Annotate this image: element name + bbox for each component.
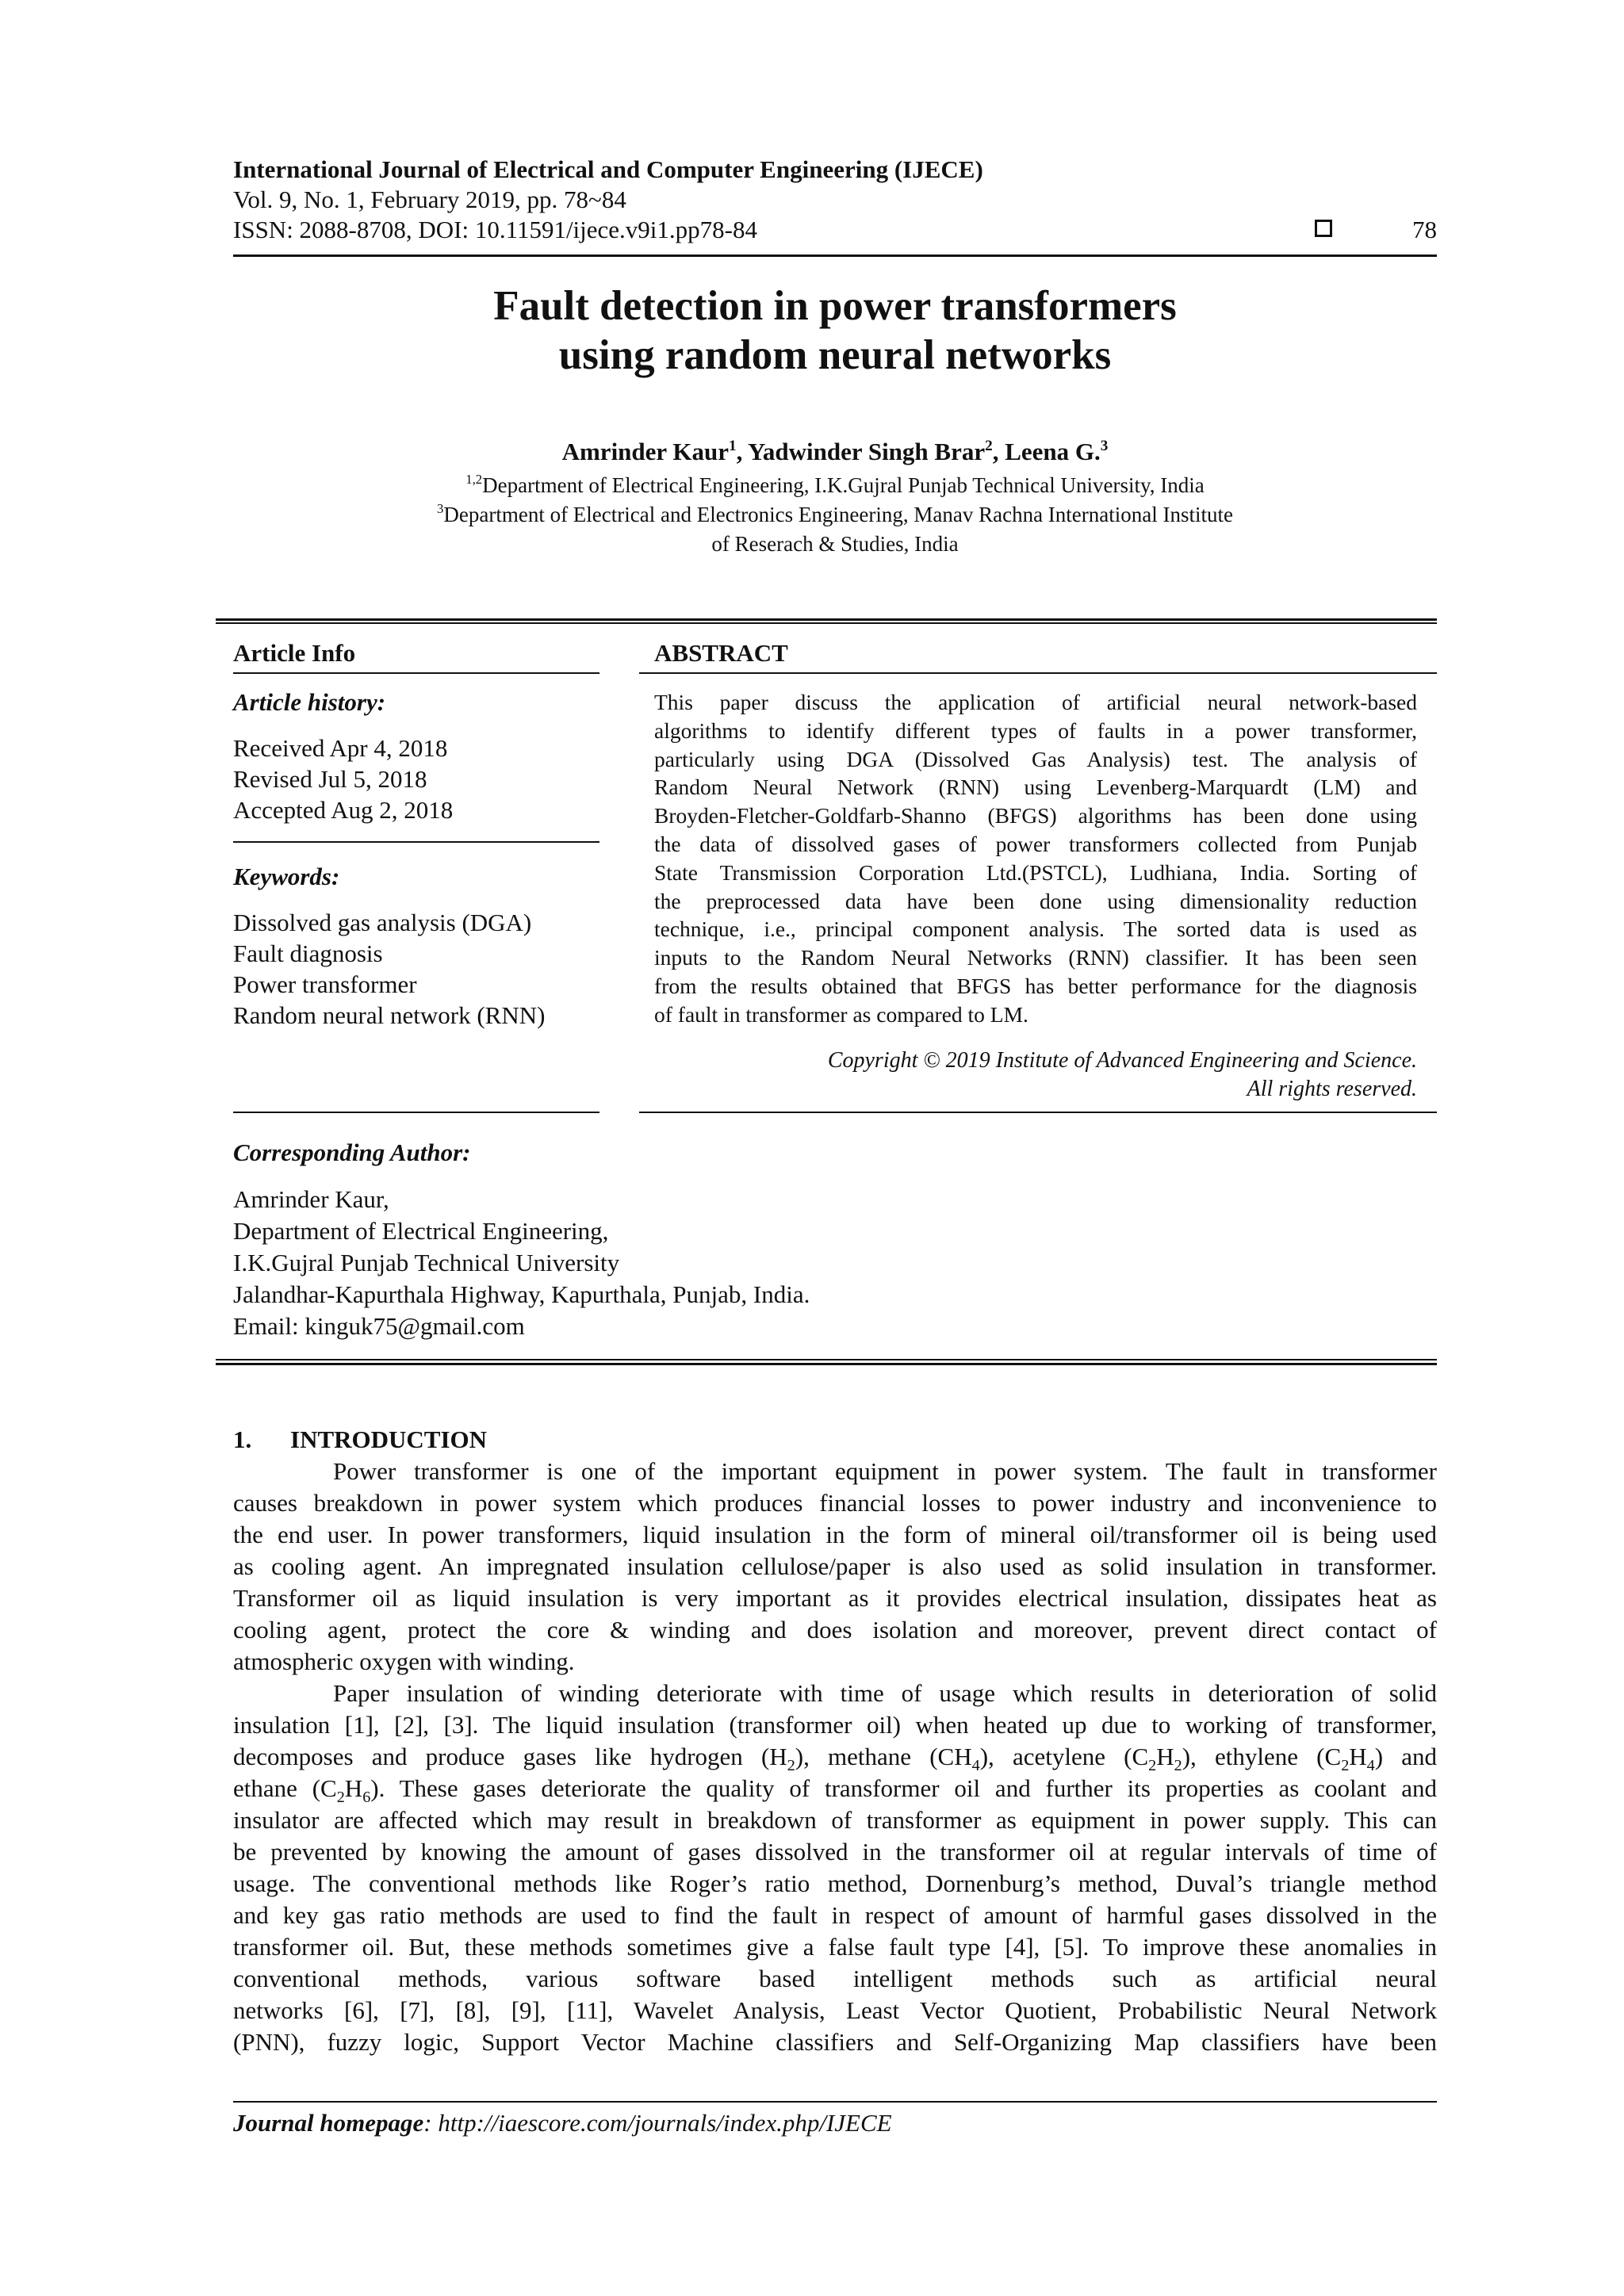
body-line: Transformer oil as liquid insulation is very important as it provides electrical insulation, dissipates heat as — [233, 1584, 1437, 1612]
keywords-rule — [233, 1112, 599, 1113]
body-line-chemistry — [233, 1743, 1438, 1775]
journal-name: International Journal of Electrical and Computer Engineering (IJECE) — [233, 155, 983, 183]
body-line: the end user. In power transformers, liquid insulation in the form of mineral oil/transformer oil is being used — [233, 1521, 1437, 1548]
body-line: be prevented by knowing the amount of gases dissolved in the transformer oil at regular intervals of time of — [233, 1838, 1437, 1866]
text-run: ). These gases deteriorate the quality of transformer oil and further its properties as coolant and — [370, 1774, 1438, 1802]
subscript: 4 — [971, 1757, 980, 1775]
abstract-line: of fault in transformer as compared to LM. — [654, 1001, 1028, 1027]
abstract-line: the data of dissolved gases of power transformers collected from Punjab — [654, 831, 1417, 856]
section-heading — [233, 1425, 487, 1454]
body-line: cooling agent, protect the core & winding and does isolation and moreover, prevent direct contact of — [233, 1616, 1437, 1644]
subscript: 4 — [1366, 1757, 1375, 1775]
section-title: INTRODUCTION — [290, 1425, 488, 1453]
abstract-line: algorithms to identify different types of faults in a power transformer, — [654, 718, 1417, 743]
info-box-bottom-rule — [216, 1359, 1437, 1360]
affiliation-2-sup: 3 — [437, 501, 444, 517]
corresponding-heading: Corresponding Author: — [233, 1138, 471, 1166]
received-date: Received Apr 4, 2018 — [233, 734, 448, 762]
abstract-line: inputs to the Random Neural Networks (RNN) classifier. It has been seen — [654, 945, 1417, 970]
author-1-sup: 1 — [728, 437, 737, 454]
info-box-bottom-rule-2 — [216, 1363, 1437, 1365]
header-rule — [233, 254, 1437, 257]
abstract-line: Broyden-Fletcher-Goldfarb-Shanno (BFGS) algorithms has been done using — [654, 803, 1417, 828]
body-line: (PNN), fuzzy logic, Support Vector Machine classifiers and Self-Organizing Map classifiers have been — [233, 2028, 1437, 2056]
author-2-sup: 2 — [985, 437, 993, 454]
body-line: causes breakdown in power system which produces financial losses to power industry and inconvenience to — [233, 1489, 1437, 1517]
abstract-line: technique, i.e., principal component analysis. The sorted data is used as — [654, 916, 1417, 942]
keyword-item: Dissolved gas analysis (DGA) — [233, 909, 532, 936]
body-line: Power transformer is one of the important equipment in power system. The fault in transformer — [333, 1457, 1437, 1485]
subscript: 2 — [336, 1789, 345, 1807]
body-line: and key gas ratio methods are used to find the fault in respect of amount of harmful gases dissolved in the — [233, 1901, 1437, 1929]
page-number: 78 — [1412, 216, 1437, 243]
article-history-heading: Article history: — [233, 688, 386, 716]
abstract-body — [654, 688, 1417, 1029]
body-line: insulation [1], [2], [3]. The liquid insulation (transformer oil) when heated up due to working of transformer, — [233, 1711, 1437, 1739]
abstract-line: the preprocessed data have been done using dimensionality reduction — [654, 888, 1417, 913]
text-run: ethane (C — [233, 1774, 337, 1802]
affiliation-1-text: Department of Electrical Engineering, I.K.Gujral Punjab Technical University, India — [482, 473, 1205, 497]
author-2: , Yadwinder Singh Brar — [736, 438, 986, 465]
body-line: networks [6], [7], [8], [9], [11], Wavelet Analysis, Least Vector Quotient, Probabilistic Neural Network — [233, 1996, 1437, 2024]
keyword-item: Fault diagnosis — [233, 939, 383, 967]
affiliation-2 — [233, 503, 1437, 527]
affiliation-2-text: Department of Electrical and Electronics Engineering, Manav Rachna International Institute — [443, 503, 1233, 526]
journal-volume: Vol. 9, No. 1, February 2019, pp. 78~84 — [233, 186, 626, 213]
history-rule — [233, 841, 599, 843]
corresponding-line: Jalandhar-Kapurthala Highway, Kapurthala, Punjab, India. — [233, 1280, 810, 1308]
keyword-item: Power transformer — [233, 970, 417, 998]
author-3-sup: 3 — [1100, 437, 1109, 454]
text-run: ), acetylene (C — [979, 1743, 1149, 1770]
abstract-line: This paper discuss the application of artificial neural network-based — [654, 690, 1417, 714]
affiliation-2-cont: of Reserach & Studies, India — [711, 532, 959, 556]
article-info-rule — [233, 672, 599, 674]
revised-date: Revised Jul 5, 2018 — [233, 765, 427, 793]
paper-title — [233, 281, 1437, 380]
abstract-rule — [639, 672, 1437, 674]
body-line: conventional methods, various software based intelligent methods such as artificial neural — [233, 1965, 1437, 1992]
corresponding-line: I.K.Gujral Punjab Technical University — [233, 1249, 620, 1276]
subscript: 2 — [787, 1757, 795, 1775]
info-box-top-rule — [216, 618, 1437, 621]
keywords-heading: Keywords: — [233, 863, 340, 890]
abstract-bottom-rule — [639, 1112, 1437, 1113]
copyright-line-1: Copyright © 2019 Institute of Advanced Engineering and Science. — [827, 1048, 1417, 1073]
abstract-line: particularly using DGA (Dissolved Gas Analysis) test. The analysis of — [654, 746, 1417, 771]
copyright-line-2: All rights reserved. — [1247, 1077, 1417, 1101]
title-line-2: using random neural networks — [558, 332, 1112, 378]
body-line: insulator are affected which may result in breakdown of transformer as equipment in power supply. This can — [233, 1806, 1437, 1834]
journal-issn: ISSN: 2088-8708, DOI: 10.11591/ijece.v9i1.pp78-84 — [233, 216, 757, 243]
footer-rule — [233, 2101, 1437, 2103]
author-list — [233, 438, 1437, 466]
abstract-line: from the results obtained that BFGS has better performance for the diagnosis — [654, 973, 1417, 998]
body-line: transformer oil. But, these methods sometimes give a false fault type [4], [5]. To improve these anomalies in — [233, 1933, 1437, 1961]
author-3: , Leena G. — [992, 438, 1101, 465]
affiliation-1-sup: 1,2 — [465, 472, 483, 488]
info-box-top-rule-2 — [216, 622, 1437, 624]
abstract-line: Random Neural Network (RNN) using Levenberg-Marquardt (LM) and — [654, 775, 1417, 800]
text-run: H — [1156, 1743, 1174, 1770]
subscript: 2 — [1174, 1757, 1182, 1775]
journal-homepage — [233, 2109, 892, 2137]
author-1: Amrinder Kaur — [561, 438, 729, 465]
corresponding-email: Email: kinguk75@gmail.com — [233, 1312, 525, 1340]
text-run: ) and — [1374, 1743, 1438, 1770]
text-run: H — [1349, 1743, 1367, 1770]
corresponding-line: Amrinder Kaur, — [233, 1185, 389, 1213]
subscript: 2 — [1148, 1757, 1157, 1775]
corresponding-line: Department of Electrical Engineering, — [233, 1217, 609, 1245]
subscript: 2 — [1341, 1757, 1350, 1775]
text-run: decomposes and produce gases like hydrogen (H — [233, 1743, 787, 1770]
body-line: Paper insulation of winding deteriorate with time of usage which results in deterioration of solid — [333, 1679, 1437, 1707]
body-line: as cooling agent. An impregnated insulation cellulose/paper is also used as solid insulation in transformer. — [233, 1552, 1437, 1580]
subscript: 6 — [362, 1789, 371, 1807]
abstract-heading: ABSTRACT — [654, 639, 788, 667]
text-run: ), methane (CH — [795, 1743, 972, 1770]
homepage-label: Journal homepage — [233, 2109, 424, 2137]
article-info-heading: Article Info — [233, 639, 356, 667]
title-line-1: Fault detection in power transformers — [493, 283, 1177, 329]
body-line: atmospheric oxygen with winding. — [233, 1647, 575, 1675]
body-line-chemistry — [233, 1774, 1438, 1807]
accepted-date: Accepted Aug 2, 2018 — [233, 796, 454, 824]
abstract-line: State Transmission Corporation Ltd.(PSTCL), Ludhiana, India. Sorting of — [654, 859, 1417, 885]
square-bullet-icon — [1315, 220, 1332, 237]
affiliation-1 — [233, 473, 1437, 498]
text-run: H — [344, 1774, 363, 1802]
text-run: ), ethylene (C — [1182, 1743, 1342, 1770]
body-line: usage. The conventional methods like Roger’s ratio method, Dornenburg’s method, Duval’s triangle method — [233, 1869, 1437, 1897]
homepage-link[interactable]: : http://iaescore.com/journals/index.php/IJECE — [423, 2109, 892, 2137]
keyword-item: Random neural network (RNN) — [233, 1001, 546, 1029]
section-number: 1. — [233, 1425, 252, 1453]
